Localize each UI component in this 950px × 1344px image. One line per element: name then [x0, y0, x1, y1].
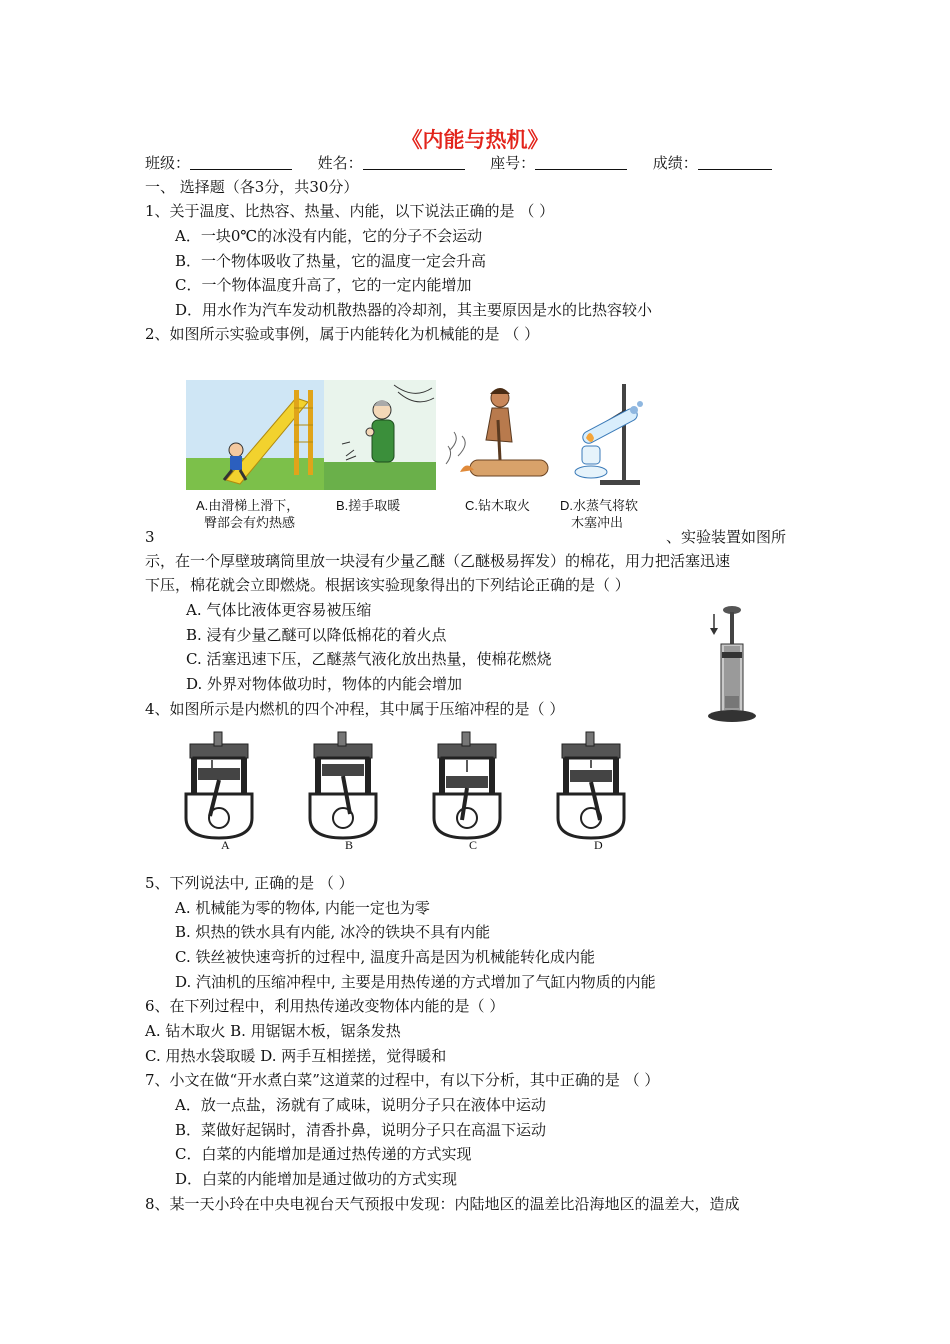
q4-stem: 4、如图所示是内燃机的四个冲程，其中属于压缩冲程的是（ ） [145, 700, 565, 718]
q7-option-b: B．菜做好起锅时，清香扑鼻，说明分子只在高温下运动 [175, 1121, 547, 1139]
name-label: 姓名： [317, 154, 363, 172]
q2-caption-d-line1: D.水蒸气将软 [560, 498, 639, 513]
q4-label-a: A [221, 838, 230, 852]
q5-stem: 5、下列说法中, 正确的是 （ ） [145, 874, 354, 892]
q5-option-a: A. 机械能为零的物体, 内能一定也为零 [175, 899, 430, 917]
q3-stem-line2: 示，在一个厚壁玻璃筒里放一块浸有少量乙醚（乙醚极易挥发）的棉花，用力把活塞迅速 [145, 552, 731, 570]
q1-option-b: B．一个物体吸收了热量，它的温度一定会升高 [175, 252, 487, 270]
q8-stem: 8、某一天小玲在中央电视台天气预报中发现：内陆地区的温差比沿海地区的温差大，造成 [145, 1195, 740, 1213]
section-heading: 一、 选择题（各3分，共30分） [145, 178, 359, 196]
q2-figure-slide [186, 380, 324, 490]
class-label: 班级： [145, 154, 191, 172]
q3-option-b: B. 浸有少量乙醚可以降低棉花的着火点 [186, 626, 447, 644]
q4-engine-strokes-figure [180, 730, 660, 852]
q7-option-a: A．放一点盐，汤就有了咸味，说明分子只在液体中运动 [175, 1096, 546, 1114]
score-field[interactable] [698, 155, 772, 170]
seat-label: 座号： [490, 154, 536, 172]
q3-stem-line3: 下压，棉花就会立即燃烧。根据该实验现象得出的下列结论正确的是（ ） [145, 576, 630, 594]
q2-caption-c: C.钻木取火 [465, 498, 531, 513]
q3-option-d: D. 外界对物体做功时，物体的内能会增加 [186, 675, 463, 693]
q6-options-cd: C. 用热水袋取暖 D. 两手互相搓搓，觉得暖和 [145, 1047, 447, 1065]
q2-caption-d-line2: 木塞冲出 [571, 515, 624, 530]
q2-stem: 2、如图所示实验或事例，属于内能转化为机械能的是 （ ） [145, 325, 540, 343]
q2-figure-drill-fire [440, 380, 550, 490]
q3-option-a: A. 气体比液体更容易被压缩 [186, 601, 372, 619]
q5-option-b: B. 炽热的铁水具有内能, 冰冷的铁块不具有内能 [175, 923, 491, 941]
q3-option-c: C. 活塞迅速下压，乙醚蒸气液化放出热量，使棉花燃烧 [186, 650, 552, 668]
q3-number: 3 [145, 528, 155, 546]
page-title: 《内能与热机》 [401, 128, 549, 152]
q7-stem: 7、小文在做“开水煮白菜”这道菜的过程中，有以下分析，其中正确的是 （ ） [145, 1071, 660, 1089]
seat-field[interactable] [535, 155, 627, 170]
q2-caption-b: B.搓手取暖 [336, 498, 401, 513]
q2-caption-a-line1: A.由滑梯上滑下， [196, 498, 300, 513]
q1-option-c: C．一个物体温度升高了，它的一定内能增加 [175, 276, 472, 294]
q4-label-b: B [345, 838, 354, 852]
q3-stem-tail: 、实验装置如图所 [666, 528, 787, 546]
q4-label-d: D [594, 838, 603, 852]
q6-options-ab: A. 钻木取火 B. 用锯锯木板，锯条发热 [145, 1022, 401, 1040]
q1-option-a: A．一块0℃的冰没有内能，它的分子不会运动 [175, 227, 483, 245]
q5-option-c: C. 铁丝被快速弯折的过程中, 温度升高是因为机械能转化成内能 [175, 948, 596, 966]
q6-stem: 6、在下列过程中，利用热传递改变物体内能的是（ ） [145, 997, 505, 1015]
q2-caption-a-line2: 臀部会有灼热感 [204, 515, 296, 530]
q2-figure-rub-hands [324, 380, 436, 490]
score-label: 成绩： [652, 154, 698, 172]
q3-figure-piston-cylinder [700, 604, 764, 726]
student-info-row [145, 152, 772, 173]
q7-option-c: C．白菜的内能增加是通过热传递的方式实现 [175, 1145, 472, 1163]
q2-figure-steam-cork [560, 380, 650, 490]
q1-option-d: D．用水作为汽车发动机散热器的冷却剂，其主要原因是水的比热容较小 [175, 301, 653, 319]
q1-stem: 1、关于温度、比热容、热量、内能，以下说法正确的是 （ ） [145, 202, 555, 220]
q5-option-d: D. 汽油机的压缩冲程中, 主要是用热传递的方式增加了气缸内物质的内能 [175, 973, 656, 991]
name-field[interactable] [363, 155, 465, 170]
class-field[interactable] [190, 155, 292, 170]
q4-label-c: C [469, 838, 478, 852]
q7-option-d: D．白菜的内能增加是通过做功的方式实现 [175, 1170, 458, 1188]
